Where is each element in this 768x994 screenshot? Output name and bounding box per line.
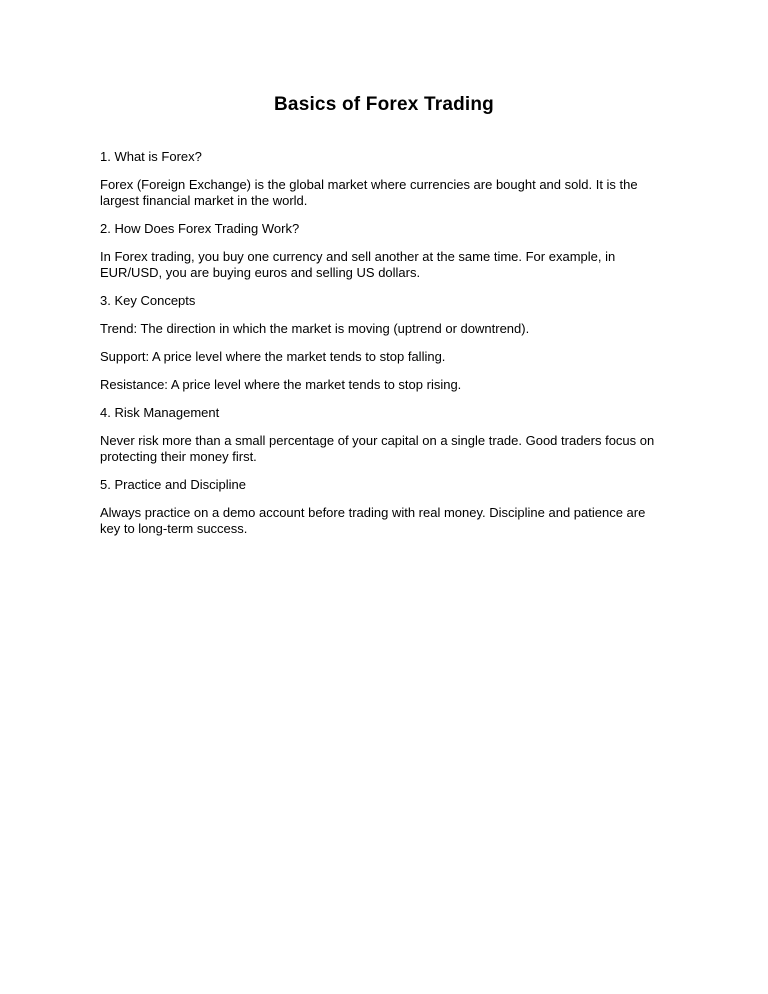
paragraph: Resistance: A price level where the market tends to stop rising.: [100, 377, 462, 392]
paragraph: Always practice on a demo account before trading with real money. Discipline and patience are key to long-term success.: [100, 505, 646, 536]
paragraph: In Forex trading, you buy one currency and sell another at the same time. For example, in EUR/USD, you are buying euros and selling US dollars.: [100, 249, 616, 280]
document-body: [100, 149, 669, 537]
document-title: Basics of Forex Trading: [274, 94, 494, 115]
section-heading: 5. Practice and Discipline: [100, 477, 246, 492]
section-heading: 3. Key Concepts: [100, 293, 196, 308]
paragraph: Never risk more than a small percentage of your capital on a single trade. Good traders focus on protecting their money first.: [100, 433, 655, 464]
paragraph: Trend: The direction in which the market is moving (uptrend or downtrend).: [100, 321, 530, 336]
section-heading: 4. Risk Management: [100, 405, 220, 420]
section-heading: 2. How Does Forex Trading Work?: [100, 221, 300, 236]
section-heading: 1. What is Forex?: [100, 149, 202, 164]
paragraph: Forex (Foreign Exchange) is the global market where currencies are bought and sold. It is the largest financial market in the world.: [100, 177, 638, 208]
paragraph: Support: A price level where the market tends to stop falling.: [100, 349, 446, 364]
